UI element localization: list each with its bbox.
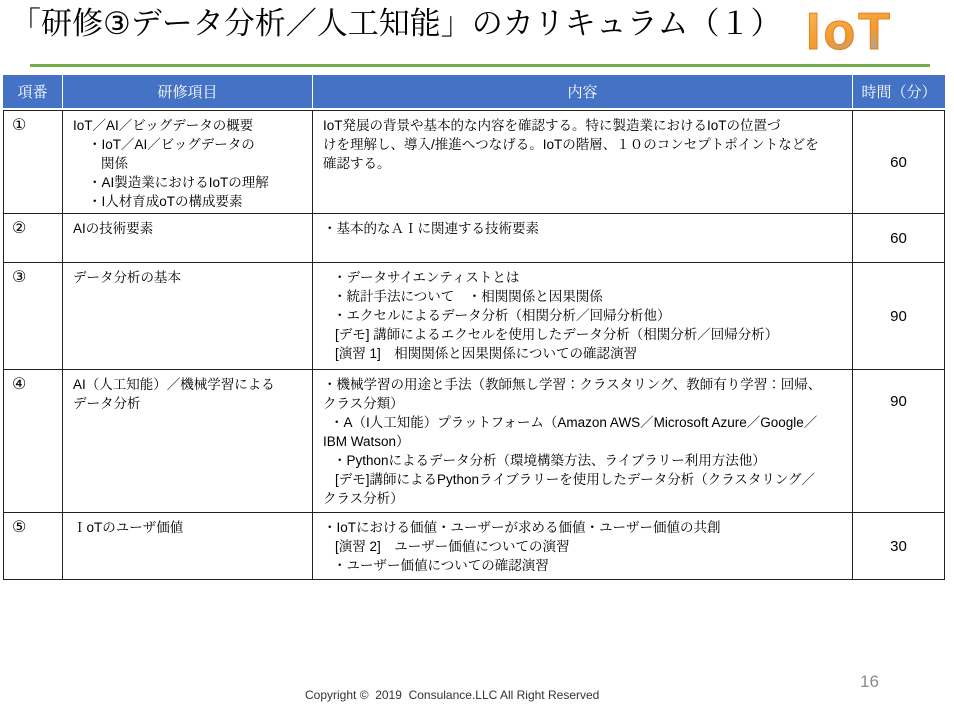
content-line: ・Pythonによるデータ分析（環境構築方法、ライブラリー利用方法他） — [333, 453, 766, 468]
content-line: ・統計手法について ・相関関係と因果関係 — [333, 289, 603, 304]
content-line: IBM Watson） — [323, 434, 410, 449]
row-3-minutes: 90 — [853, 263, 945, 370]
row-1-no: ① — [3, 110, 63, 214]
item-line: ＩoTのユーザ価値 — [73, 520, 184, 535]
row-4-minutes: 90 — [853, 370, 945, 513]
row-5-item — [63, 513, 313, 580]
item-line: AIの技術要素 — [73, 221, 154, 236]
item-line: ・AI製造業におけるIoTの理解 — [88, 175, 269, 190]
header-no: 項番 — [3, 75, 63, 110]
row-5-no: ⑤ — [3, 513, 63, 580]
row-4-item — [63, 370, 313, 513]
content-line: クラス分類） — [323, 396, 404, 411]
slide-title: 「研修③データ分析／人工知能」のカリキュラム（１） — [10, 6, 782, 42]
header-content: 内容 — [313, 75, 853, 110]
iot-logo: IoT — [806, 3, 893, 61]
row-4-no: ④ — [3, 370, 63, 513]
title-divider — [30, 64, 930, 67]
row-4-content — [313, 370, 853, 513]
row-2-content — [313, 214, 853, 263]
content-line: ・ユーザー価値についての確認演習 — [333, 558, 549, 573]
row-1-content — [313, 110, 853, 214]
row-2-item — [63, 214, 313, 263]
content-line: 確認する。 — [323, 156, 391, 171]
item-line: データ分析の基本 — [73, 270, 181, 285]
content-line: ・エクセルによるデータ分析（相関分析／回帰分析他） — [333, 308, 671, 323]
content-line: [デモ]講師によるPythonライブラリーを使用したデータ分析（クラスタリング／ — [335, 472, 816, 487]
curriculum-table — [3, 75, 945, 580]
content-line: ・データサイエンティストとは — [333, 270, 520, 285]
content-line: けを理解し、導入/推進へつなげる。IoTの階層、１０のコンセプトポイントなどを — [323, 137, 819, 152]
content-line: IoT発展の背景や基本的な内容を確認する。特に製造業におけるIoTの位置づ — [323, 118, 781, 133]
row-2-minutes: 60 — [853, 214, 945, 263]
content-line: ・機械学習の用途と手法（教師無し学習：クラスタリング、教師有り学習：回帰、 — [323, 377, 822, 392]
page-number: 16 — [860, 672, 879, 691]
content-line: [デモ] 講師によるエクセルを使用したデータ分析（相関分析／回帰分析） — [335, 327, 779, 342]
item-line: データ分析 — [73, 396, 141, 411]
row-1-item — [63, 110, 313, 214]
content-line: ・基本的なＡＩに関連する技術要素 — [323, 221, 539, 236]
content-line: ・IoTにおける価値・ユーザーが求める価値・ユーザー価値の共創 — [323, 520, 721, 535]
row-2-no: ② — [3, 214, 63, 263]
copyright-notice: Copyright © 2019 Consulance.LLC All Right Reserved — [305, 688, 600, 702]
content-line: クラス分析） — [323, 491, 404, 506]
content-line: ・A（I人工知能）プラットフォーム（Amazon AWS／Microsoft Azure／Google／ — [330, 415, 818, 430]
content-line: [演習 2] ユーザー価値についての演習 — [335, 539, 570, 554]
header-item: 研修項目 — [63, 75, 313, 110]
content-line: [演習 1] 相関関係と因果関係についての確認演習 — [335, 346, 637, 361]
header-minutes: 時間（分） — [853, 75, 945, 110]
item-line: ・IoT／AI／ビッグデータの — [88, 137, 255, 152]
row-5-minutes: 30 — [853, 513, 945, 580]
item-line: ・I人材育成oTの構成要素 — [88, 194, 243, 209]
item-line: 関係 — [101, 156, 128, 171]
row-3-content — [313, 263, 853, 370]
row-1-minutes: 60 — [853, 110, 945, 214]
row-3-item — [63, 263, 313, 370]
item-line: AI（人工知能）／機械学習による — [73, 377, 275, 392]
row-3-no: ③ — [3, 263, 63, 370]
item-line: IoT／AI／ビッグデータの概要 — [73, 118, 254, 133]
row-5-content — [313, 513, 853, 580]
